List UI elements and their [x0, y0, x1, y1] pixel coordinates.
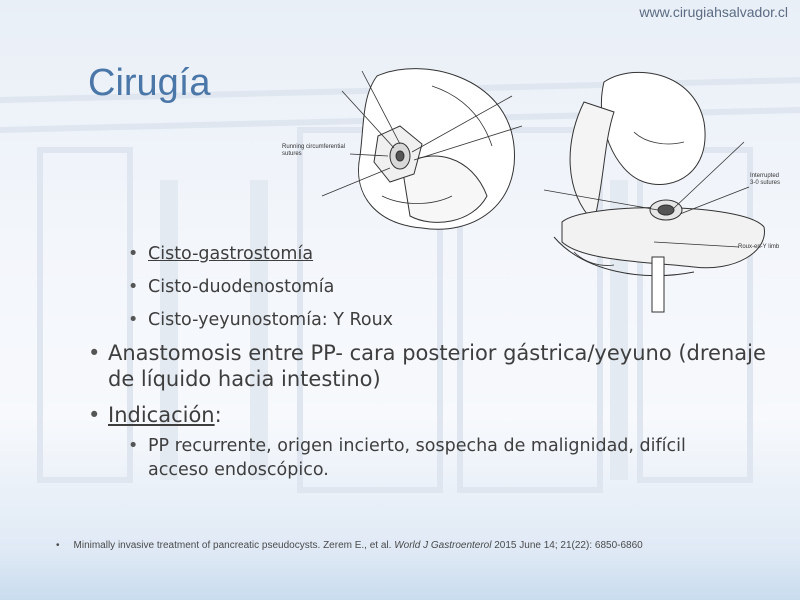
reference-details: 2015 June 14; 21(22): 6850-6860	[494, 540, 643, 551]
reference-bullet: •	[56, 540, 60, 551]
main-bullet-list	[88, 340, 788, 482]
list-item	[128, 238, 393, 271]
cystogastrostomy-text: Cisto-gastrostomía	[148, 244, 314, 264]
indication-bullet	[88, 402, 788, 482]
reference-footnote	[56, 540, 643, 551]
list-item	[128, 434, 738, 482]
fig1-label-line2: sutures	[282, 151, 302, 157]
cystojejunostomy-text: Cisto-yeyunostomía: Y Roux	[148, 310, 394, 330]
anastomosis-bullet	[88, 340, 788, 392]
list-item	[128, 304, 393, 337]
indication-list	[128, 434, 738, 482]
reference-text: Minimally invasive treatment of pancreatic pseudocysts. Zerem E., et al.	[73, 540, 392, 551]
reference-journal: World J Gastroenterol	[394, 540, 492, 551]
indication-detail-text: PP recurrente, origen incierto, sospecha de malignidad, difícil acceso endoscópico.	[148, 436, 686, 480]
fig2-label-a-line2: 3-0 sutures	[750, 180, 781, 186]
fig1-label-line1: Running circumferential	[282, 144, 346, 150]
indication-colon: :	[214, 403, 222, 427]
surgery-types-list	[128, 238, 393, 337]
fig2-label-a-line1: Interrupted	[750, 173, 780, 179]
indication-label: Indicación	[108, 403, 215, 427]
cystoduodenostomy-text: Cisto-duodenostomía	[148, 277, 335, 297]
list-item	[128, 271, 393, 304]
fig2-label-b: Roux-en-Y limb	[738, 244, 780, 250]
slide-title: Cirugía	[88, 62, 211, 104]
anastomosis-text: Anastomosis entre PP- cara posterior gástrica/yeyuno (drenaje de líquido hacia intestino)	[108, 341, 766, 391]
site-url: www.cirugiahsalvador.cl	[639, 4, 788, 20]
cystogastrostomy-illustration	[282, 56, 540, 248]
roux-en-y-illustration	[544, 62, 800, 316]
